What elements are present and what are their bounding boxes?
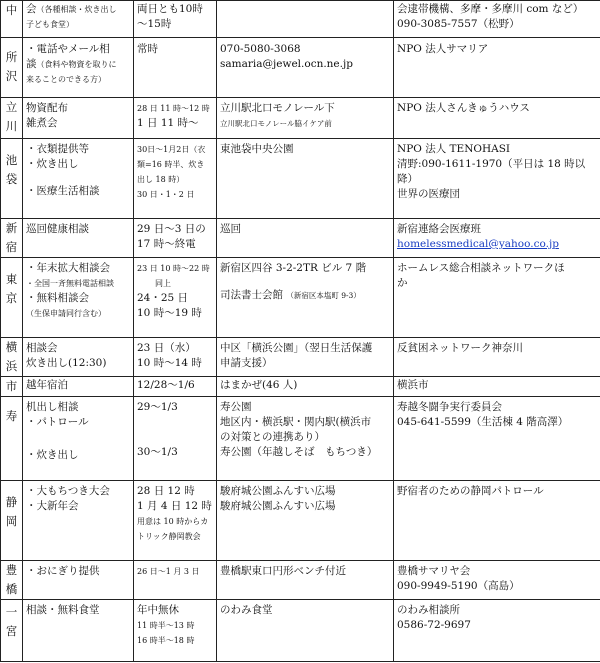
content-cell: 物資配布 雑煮会 <box>23 98 134 139</box>
place-cell: のわみ食堂 <box>217 600 394 662</box>
date-cell: 28 日 11 時～12 時 1 日 11 時～ <box>134 98 217 139</box>
table-row <box>1 377 600 397</box>
org-cell: ホームレス総合相談ネットワークほ か <box>394 258 600 338</box>
area-cell: 池 袋 <box>1 139 23 219</box>
place-cell: 寿公園 地区内・横浜駅・関内駅(横浜市 の対策との連携あり） 寿公園（年越しそば もちつき） <box>217 397 394 481</box>
content-cell: 会（各種相談・炊き出し 子ども食堂） <box>23 1 134 38</box>
place-cell: 070-5080-3068 samaria@jewel.ocn.ne.jp <box>217 38 394 98</box>
date-cell: 28 日 12 時 1 月 4 日 12 時 用意は 10 時からカ トリック静岡教会 <box>134 481 217 561</box>
org-cell: NPO 法人さんきゅうハウス <box>394 98 600 139</box>
date-cell: 29 日～3 日の 17 時～終電 <box>134 219 217 258</box>
date-cell: 両日とも10時 ～15時 <box>134 1 217 38</box>
date-cell: 12/28～1/6 <box>134 377 217 397</box>
area-cell: 横 浜 <box>1 338 23 377</box>
content-cell: ・大もちつき大会 ・大新年会 <box>23 481 134 561</box>
area-cell: 寿 <box>1 397 23 481</box>
org-cell: 横浜市 <box>394 377 600 397</box>
content-cell: 巡回健康相談 <box>23 219 134 258</box>
table-row <box>1 38 600 98</box>
area-cell: 中 <box>1 1 23 38</box>
date-cell: 23 日（水） 10 時～14 時 <box>134 338 217 377</box>
content-cell: ・電話やメール相 談（食料や物資を取りに 来ることのできる方） <box>23 38 134 98</box>
content-cell: ・衣類提供等 ・炊き出し ・医療生活相談 <box>23 139 134 219</box>
area-cell: 新 宿 <box>1 219 23 258</box>
content-cell: 机出し相談 ・パトロール ・炊き出し <box>23 397 134 481</box>
date-cell: 常時 <box>134 38 217 98</box>
place-cell: 駿府城公園ふんすい広場 駿府城公園ふんすい広場 <box>217 481 394 561</box>
org-cell: 寿越冬闘争実行委員会 045-641-5599（生活棟 4 階高澤） <box>394 397 600 481</box>
table-row <box>1 600 600 662</box>
date-cell: 30日～1月2日（衣 類=16 時半、炊き 出し 18 時） 30 日・1・2 日 <box>134 139 217 219</box>
area-cell: 所 沢 <box>1 38 23 98</box>
org-cell: のわみ相談所 0586-72-9697 <box>394 600 600 662</box>
place-cell: はまかぜ(46 人) <box>217 377 394 397</box>
org-cell: 野宿者のための静岡パトロール <box>394 481 600 561</box>
org-cell: 反貧困ネットワーク神奈川 <box>394 338 600 377</box>
place-cell: 新宿区四谷 3-2-2TR ビル 7 階 司法書士会館 （新宿区本塩町 9-3） <box>217 258 394 338</box>
area-cell: 一 宮 <box>1 600 23 662</box>
table-row <box>1 258 600 338</box>
place-cell: 立川駅北口モノレール下 立川駅北口モノレール脇イケア前 <box>217 98 394 139</box>
email-link[interactable]: homelessmedical@yahoo.co.jp <box>397 238 559 250</box>
area-cell: 豊 橋 <box>1 561 23 600</box>
org-cell: 新宿連絡会医療班 homelessmedical@yahoo.co.jp <box>394 219 600 258</box>
place-cell: 中区「横浜公園」（翌日生活保護 申請支援） <box>217 338 394 377</box>
content-cell: 相談・無料食堂 <box>23 600 134 662</box>
org-cell: NPO 法人 TENOHASI 清野:090-1611-1970（平日は 18 時以 降） 世界の医療団 <box>394 139 600 219</box>
table-row <box>1 98 600 139</box>
area-cell: 静 岡 <box>1 481 23 561</box>
table-row <box>1 338 600 377</box>
place-cell: 豊橋駅東口円形ベンチ付近 <box>217 561 394 600</box>
org-cell: NPO 法人サマリア <box>394 38 600 98</box>
place-cell <box>217 1 394 38</box>
content-cell: ・年末拡大相談会 ・全国一斉無料電話相談 ・無料相談会 （生保申請同行含む） <box>23 258 134 338</box>
org-cell: 会逮帯機構、多摩・多摩川 com など） 090-3085-7557（松野） <box>394 1 600 38</box>
area-cell: 立 川 <box>1 98 23 139</box>
table-row <box>1 1 600 38</box>
date-cell: 23 日 10 時～22 時 同上 24・25 日 10 時～19 時 <box>134 258 217 338</box>
content-cell: 越年宿泊 <box>23 377 134 397</box>
date-cell: 年中無休 11 時半～13 時 16 時半～18 時 <box>134 600 217 662</box>
area-cell: 東 京 <box>1 258 23 338</box>
place-cell: 巡回 <box>217 219 394 258</box>
date-cell: 26 日～1 月 3 日 <box>134 561 217 600</box>
area-cell: 市 <box>1 377 23 397</box>
table-row <box>1 139 600 219</box>
table-row <box>1 561 600 600</box>
table-row <box>1 219 600 258</box>
table-row <box>1 481 600 561</box>
date-cell: 29～1/3 30～1/3 <box>134 397 217 481</box>
place-cell: 東池袋中央公園 <box>217 139 394 219</box>
org-cell: 豊橋サマリヤ会 090-9949-5190（高島） <box>394 561 600 600</box>
content-cell: 相談会 炊き出し(12:30) <box>23 338 134 377</box>
content-cell: ・おにぎり提供 <box>23 561 134 600</box>
table-row <box>1 397 600 481</box>
